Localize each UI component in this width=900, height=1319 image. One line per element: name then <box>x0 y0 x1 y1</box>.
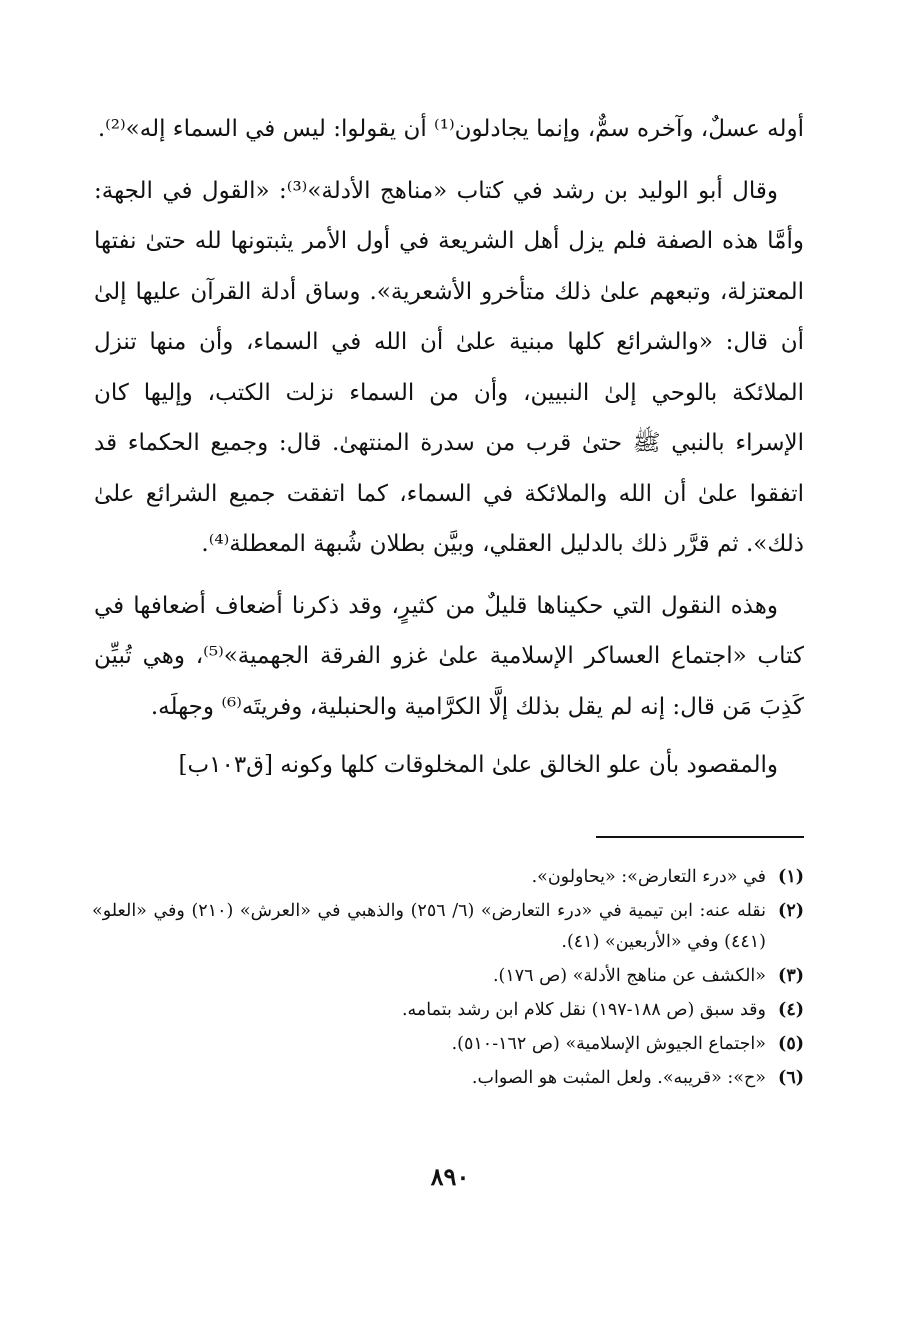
page-number: ٨٩٠ <box>430 1162 470 1191</box>
footnote <box>92 961 804 992</box>
footnote <box>92 1029 804 1060</box>
paragraph-continuation: أوله عسلٌ، وآخره سمٌّ، وإنما يجادلون⁽¹⁾ أن يقولوا: ليس في السماء إله»⁽²⁾. <box>97 116 804 142</box>
main-text <box>94 104 804 791</box>
footnote-text: نقله عنه: ابن تيمية في «درء التعارض» (٦/ ٢٥٦) والذهبي في «العرش» (٢١٠) وفي «العلو» (٤٤١) وفي «الأربعين» (٤١). <box>92 901 766 952</box>
footnote-text: وقد سبق (ص ١٨٨-١٩٧) نقل كلام ابن رشد بتمامه. <box>401 1000 766 1020</box>
footnote-separator <box>596 836 804 838</box>
footnote <box>92 896 804 958</box>
footnote-text: في «درء التعارض»: «يحاولون». <box>531 867 766 887</box>
paragraph-quotations: وهذه النقول التي حكيناها قليلٌ من كثيرٍ، وقد ذكرنا أضعاف أضعافها في كتاب «اجتماع العساكر الإسلامية علىٰ غزو الفرقة الجهمية»⁽⁵⁾، وهي تُبيِّن كَذِبَ مَن قال: إنه لم يقل بذلك إلَّا الكرَّامية والحنبلية، وفريتَه⁽⁶⁾ وجهلَه. <box>94 592 804 720</box>
footnotes-list <box>92 862 804 1097</box>
footnote-number: (٥) <box>778 1034 804 1054</box>
footnote-number: (٢) <box>778 901 804 921</box>
footnote-number: (٦) <box>778 1068 804 1088</box>
paragraph-purpose: والمقصود بأن علو الخالق علىٰ المخلوقات كلها وكونه [ق١٠٣ب] <box>178 752 778 778</box>
footnote-number: (٤) <box>778 1000 804 1020</box>
footnote <box>92 1063 804 1094</box>
footnote-text: «ح»: «قريبه». ولعل المثبت هو الصواب. <box>471 1068 766 1088</box>
footnote-text: «الكشف عن مناهج الأدلة» (ص ١٧٦). <box>492 966 766 986</box>
paragraph-ibn-rushd: وقال أبو الوليد بن رشد في كتاب «مناهج الأدلة»⁽³⁾: «القول في الجهة: وأمَّا هذه الصفة فلم يزل أهل الشريعة في أول الأمر يثبتونها لله حتىٰ نفتها المعتزلة، وتبعهم علىٰ ذلك متأخرو الأشعرية». وساق أدلة القرآن عليها إلىٰ أن قال: «والشرائع كلها مبنية علىٰ أن الله في السماء، وأن منها تنزل الملائكة بالوحي إلىٰ النبيين، وأن من السماء نزلت الكتب، وإليها كان الإسراء بالنبي ﷺ حتىٰ قرب من سدرة المنتهىٰ. قال: وجميع الحكماء قد اتفقوا علىٰ أن الله والملائكة في السماء، كما اتفقت جميع الشرائع علىٰ ذلك». ثم قرَّر ذلك بالدليل العقلي، وبيَّن بطلان شُبهة المعطلة⁽⁴⁾. <box>94 177 804 557</box>
footnote-number: (١) <box>778 867 804 887</box>
footnote <box>92 995 804 1026</box>
footnote <box>92 862 804 893</box>
footnote-text: «اجتماع الجيوش الإسلامية» (ص ١٦٢-٥١٠). <box>451 1034 766 1054</box>
footnote-number: (٣) <box>778 966 804 986</box>
